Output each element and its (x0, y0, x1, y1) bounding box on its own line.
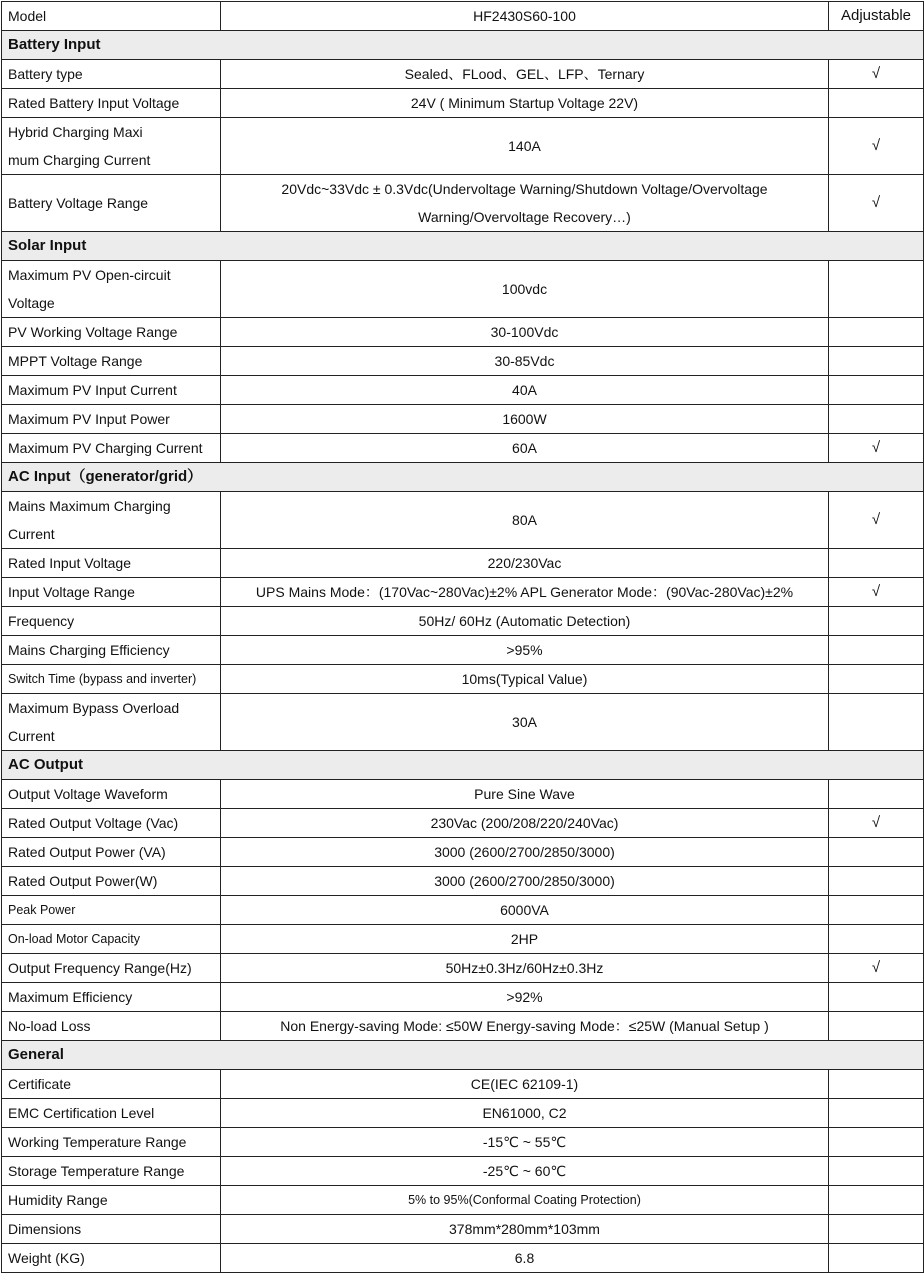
spec-row (2, 1215, 924, 1244)
spec-label: Hybrid Charging Maxi mum Charging Current (2, 118, 221, 175)
spec-label: Rated Input Voltage (2, 549, 221, 578)
adjustable-check (829, 405, 924, 434)
adjustable-check: √ (829, 60, 924, 89)
spec-row (2, 175, 924, 232)
spec-label: Mains Charging Efficiency (2, 636, 221, 665)
adjustable-check (829, 89, 924, 118)
spec-value: 3000 (2600/2700/2850/3000) (221, 838, 829, 867)
spec-row (2, 1099, 924, 1128)
adjustable-check (829, 636, 924, 665)
spec-label: Frequency (2, 607, 221, 636)
spec-value: 220/230Vac (221, 549, 829, 578)
spec-row (2, 118, 924, 175)
spec-label: Maximum PV Open-circuit Voltage (2, 261, 221, 318)
spec-label: Output Frequency Range(Hz) (2, 954, 221, 983)
spec-value: 100vdc (221, 261, 829, 318)
spec-value: 378mm*280mm*103mm (221, 1215, 829, 1244)
spec-value: 24V ( Minimum Startup Voltage 22V) (221, 89, 829, 118)
spec-value: 3000 (2600/2700/2850/3000) (221, 867, 829, 896)
adjustable-check (829, 780, 924, 809)
adjustable-check: √ (829, 175, 924, 232)
spec-value: 6.8 (221, 1244, 829, 1273)
adjustable-check (829, 983, 924, 1012)
spec-row (2, 1157, 924, 1186)
adjustable-check (829, 1157, 924, 1186)
section-header (2, 31, 924, 60)
section-title: General (2, 1041, 924, 1070)
spec-label: Working Temperature Range (2, 1128, 221, 1157)
spec-value: Pure Sine Wave (221, 780, 829, 809)
spec-row (2, 694, 924, 751)
spec-label: No-load Loss (2, 1012, 221, 1041)
spec-label: Peak Power (2, 896, 221, 925)
spec-row (2, 1244, 924, 1273)
adjustable-check: √ (829, 809, 924, 838)
spec-value: -25℃ ~ 60℃ (221, 1157, 829, 1186)
header-row (2, 2, 924, 31)
spec-value: 40A (221, 376, 829, 405)
section-header (2, 463, 924, 492)
spec-label: Rated Battery Input Voltage (2, 89, 221, 118)
spec-table (1, 1, 924, 1273)
spec-row (2, 867, 924, 896)
spec-row (2, 1070, 924, 1099)
spec-row (2, 318, 924, 347)
spec-row (2, 434, 924, 463)
spec-row (2, 809, 924, 838)
model-label: Model (2, 2, 221, 31)
adjustable-check (829, 665, 924, 694)
spec-row (2, 607, 924, 636)
spec-row (2, 636, 924, 665)
spec-value: 1600W (221, 405, 829, 434)
spec-value: 230Vac (200/208/220/240Vac) (221, 809, 829, 838)
section-header (2, 751, 924, 780)
spec-label: Storage Temperature Range (2, 1157, 221, 1186)
spec-label: Weight (KG) (2, 1244, 221, 1273)
section-title: AC Output (2, 751, 924, 780)
spec-row (2, 549, 924, 578)
spec-value: 2HP (221, 925, 829, 954)
adjustable-check (829, 896, 924, 925)
spec-row (2, 665, 924, 694)
adjustable-header: Adjustable (829, 2, 924, 31)
spec-label: Mains Maximum Charging Current (2, 492, 221, 549)
adjustable-check (829, 838, 924, 867)
spec-value: 20Vdc~33Vdc ± 0.3Vdc(Undervoltage Warning/Shutdown Voltage/Overvoltage Warning/Overvoltage Recovery…) (221, 175, 829, 232)
adjustable-check: √ (829, 578, 924, 607)
spec-label: Switch Time (bypass and inverter) (2, 665, 221, 694)
adjustable-check (829, 261, 924, 318)
spec-label: Battery type (2, 60, 221, 89)
adjustable-check (829, 925, 924, 954)
spec-value: CE(IEC 62109-1) (221, 1070, 829, 1099)
section-title: Battery Input (2, 31, 924, 60)
spec-row (2, 983, 924, 1012)
spec-row (2, 896, 924, 925)
spec-row (2, 780, 924, 809)
spec-value: Non Energy-saving Mode: ≤50W Energy-saving Mode：≤25W (Manual Setup ) (221, 1012, 829, 1041)
model-value: HF2430S60-100 (221, 2, 829, 31)
spec-label: Humidity Range (2, 1186, 221, 1215)
spec-label: Dimensions (2, 1215, 221, 1244)
spec-label: Maximum Efficiency (2, 983, 221, 1012)
spec-value: 50Hz/ 60Hz (Automatic Detection) (221, 607, 829, 636)
adjustable-check (829, 867, 924, 896)
spec-row (2, 1128, 924, 1157)
spec-row (2, 838, 924, 867)
spec-row (2, 89, 924, 118)
spec-value: 30-100Vdc (221, 318, 829, 347)
spec-row (2, 492, 924, 549)
spec-label: Rated Output Power (VA) (2, 838, 221, 867)
spec-label: PV Working Voltage Range (2, 318, 221, 347)
adjustable-check (829, 694, 924, 751)
spec-label: Rated Output Voltage (Vac) (2, 809, 221, 838)
spec-value: 50Hz±0.3Hz/60Hz±0.3Hz (221, 954, 829, 983)
adjustable-check (829, 318, 924, 347)
adjustable-check (829, 549, 924, 578)
adjustable-check: √ (829, 954, 924, 983)
spec-value: 6000VA (221, 896, 829, 925)
spec-value: UPS Mains Mode：(170Vac~280Vac)±2% APL Generator Mode：(90Vac-280Vac)±2% (221, 578, 829, 607)
spec-label: Maximum PV Input Current (2, 376, 221, 405)
adjustable-check (829, 1186, 924, 1215)
spec-label: MPPT Voltage Range (2, 347, 221, 376)
spec-label: Rated Output Power(W) (2, 867, 221, 896)
spec-row (2, 954, 924, 983)
adjustable-check (829, 1128, 924, 1157)
spec-value: 5% to 95%(Conformal Coating Protection) (221, 1186, 829, 1215)
adjustable-check (829, 376, 924, 405)
adjustable-check (829, 1215, 924, 1244)
spec-value: -15℃ ~ 55℃ (221, 1128, 829, 1157)
adjustable-check: √ (829, 434, 924, 463)
spec-label: Output Voltage Waveform (2, 780, 221, 809)
adjustable-check (829, 1244, 924, 1273)
spec-label: On-load Motor Capacity (2, 925, 221, 954)
spec-row (2, 60, 924, 89)
spec-row (2, 925, 924, 954)
spec-row (2, 405, 924, 434)
adjustable-check (829, 1099, 924, 1128)
spec-label: Input Voltage Range (2, 578, 221, 607)
adjustable-check (829, 1070, 924, 1099)
section-title: Solar Input (2, 232, 924, 261)
spec-value: 10ms(Typical Value) (221, 665, 829, 694)
adjustable-check: √ (829, 118, 924, 175)
spec-value: >95% (221, 636, 829, 665)
spec-row (2, 347, 924, 376)
spec-value: 30A (221, 694, 829, 751)
spec-row (2, 1186, 924, 1215)
spec-label: EMC Certification Level (2, 1099, 221, 1128)
spec-label: Maximum Bypass Overload Current (2, 694, 221, 751)
spec-row (2, 1012, 924, 1041)
section-header (2, 1041, 924, 1070)
adjustable-check (829, 1012, 924, 1041)
spec-value: 80A (221, 492, 829, 549)
spec-label: Certificate (2, 1070, 221, 1099)
adjustable-check (829, 347, 924, 376)
section-title: AC Input（generator/grid） (2, 463, 924, 492)
section-header (2, 232, 924, 261)
spec-table-body (2, 2, 924, 1273)
spec-value: Sealed、FLood、GEL、LFP、Ternary (221, 60, 829, 89)
spec-row (2, 376, 924, 405)
spec-row (2, 261, 924, 318)
spec-label: Maximum PV Charging Current (2, 434, 221, 463)
adjustable-check (829, 607, 924, 636)
adjustable-check: √ (829, 492, 924, 549)
spec-value: >92% (221, 983, 829, 1012)
spec-value: 30-85Vdc (221, 347, 829, 376)
spec-value: 60A (221, 434, 829, 463)
spec-label: Maximum PV Input Power (2, 405, 221, 434)
spec-label: Battery Voltage Range (2, 175, 221, 232)
spec-value: EN61000, C2 (221, 1099, 829, 1128)
spec-row (2, 578, 924, 607)
spec-value: 140A (221, 118, 829, 175)
